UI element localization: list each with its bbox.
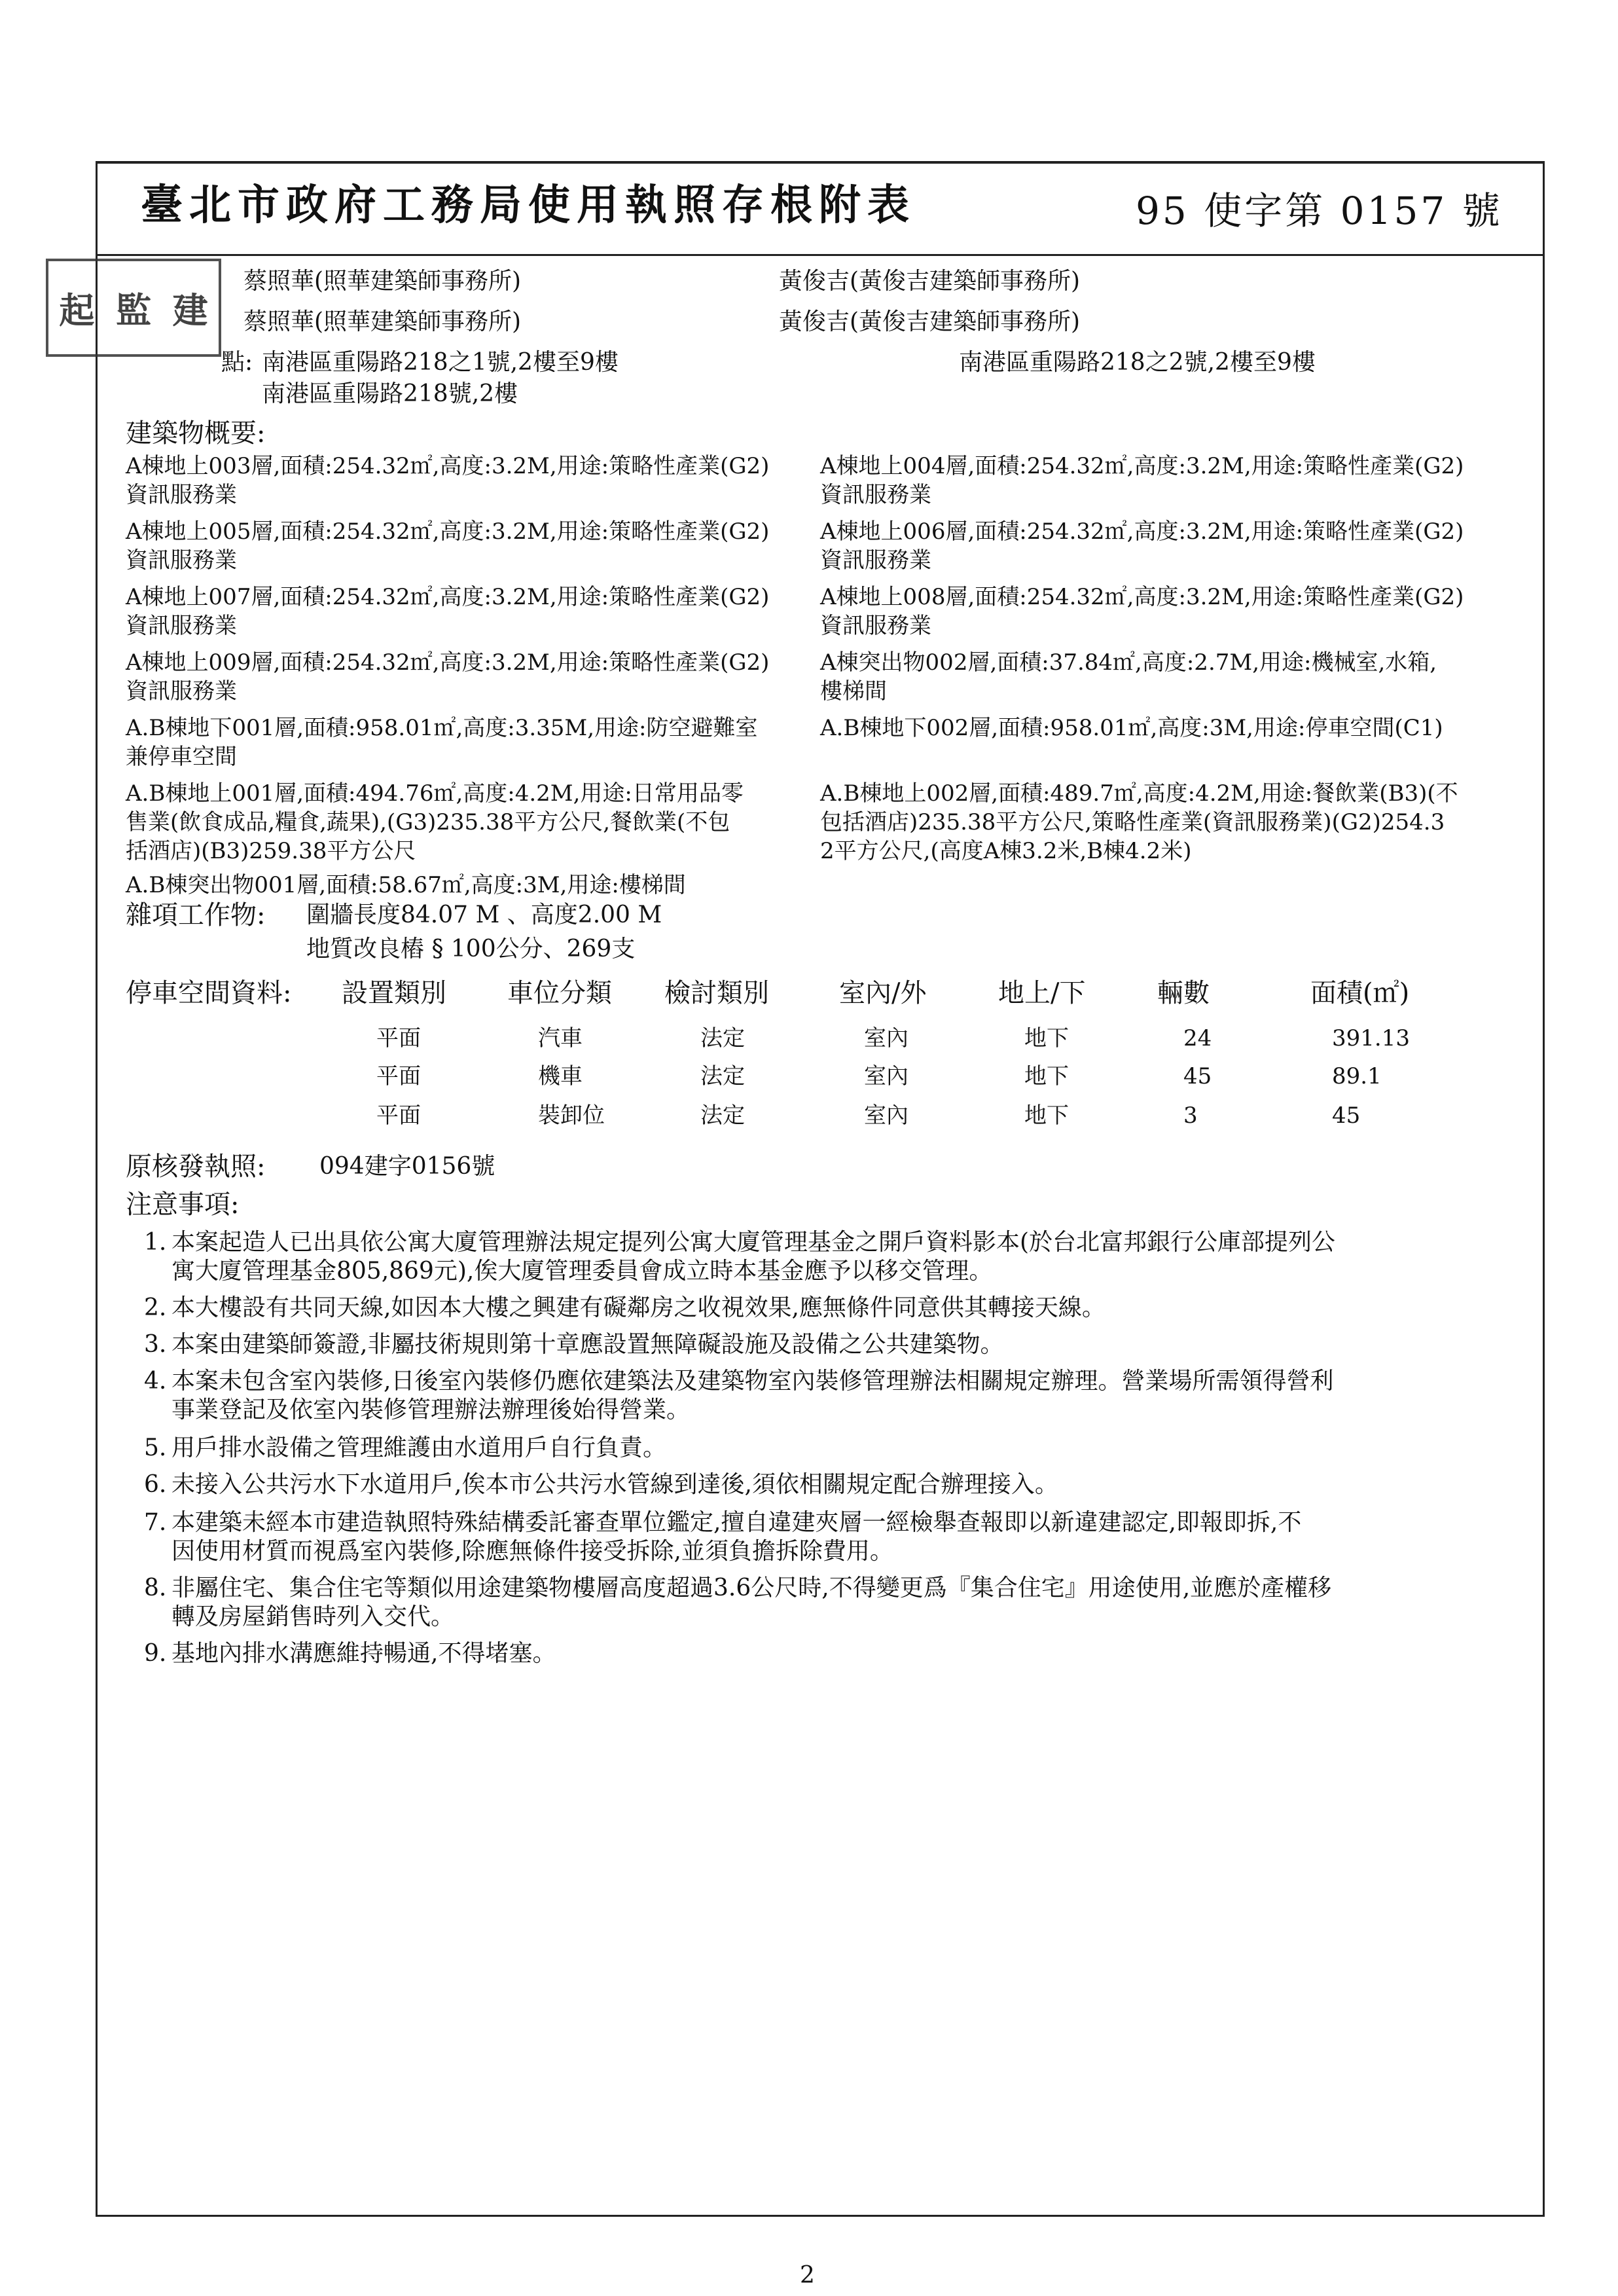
notes-label: 注意事項:	[126, 1190, 240, 1220]
parking-cell: 地下	[1024, 1063, 1069, 1089]
applicant-1: 蔡照華(照華建築師事務所)	[243, 268, 522, 295]
parking-header: 地上/下	[998, 978, 1086, 1008]
supervisor-2: 黃俊吉(黃俊吉建築師事務所)	[779, 308, 1081, 335]
overview-line: A棟地上005層,面積:254.32㎡,高度:3.2M,用途:策略性產業(G2)	[126, 519, 770, 545]
parking-cell: 地下	[1024, 1102, 1069, 1129]
parking-cell: 3	[1183, 1102, 1198, 1129]
parking-label: 停車空間資料:	[126, 978, 292, 1008]
overview-line: 資訊服務業	[126, 613, 237, 639]
parking-cell: 391.13	[1332, 1025, 1410, 1051]
original-permit-value: 094建字0156號	[319, 1153, 495, 1180]
note-item: 3. 本案由建築師簽證,非屬技術規則第十章應設置無障礙設施及設備之公共建築物。	[144, 1331, 1004, 1358]
overview-line: 資訊服務業	[126, 678, 237, 704]
overview-line-right: A棟突出物002層,面積:37.84㎡,高度:2.7M,用途:機械室,水箱,	[820, 649, 1437, 676]
overview-line: 兼停車空間	[126, 744, 237, 770]
header-divider	[96, 254, 1545, 256]
address-label: 點:	[221, 349, 253, 376]
address-line-2: 南港區重陽路218號,2樓	[262, 380, 518, 407]
parking-cell: 45	[1332, 1102, 1361, 1129]
parking-cell: 地下	[1024, 1025, 1069, 1051]
note-item: 6. 未接入公共污水下水道用戶,俟本市公共污水管線到達後,須依相關規定配合辦理接入。	[144, 1471, 1058, 1498]
permit-number: 95 使字第 0157 號	[1136, 189, 1503, 233]
overview-line: A棟地上003層,面積:254.32㎡,高度:3.2M,用途:策略性產業(G2)	[126, 453, 770, 479]
note-item: 4. 本案未包含室內裝修,日後室內裝修仍應依建築法及建築物室內裝修管理辦法相關規定辦理。營業場所需領得營利 事業登記及依室內裝修管理辦法辦理後始得營業。	[144, 1368, 1334, 1423]
note-item: 7. 本建築未經本市建造執照特殊結構委託審查單位鑑定,擅自違建夾層一經檢舉查報即以新違建認定,即報即拆,不 因使用材質而視爲室內裝修,除應無條件接受拆除,並須負擔拆除費用。	[144, 1509, 1302, 1565]
overview-line: A棟地上009層,面積:254.32㎡,高度:3.2M,用途:策略性產業(G2)	[126, 649, 770, 676]
parking-cell: 24	[1183, 1025, 1212, 1051]
note-item: 9. 基地內排水溝應維持暢通,不得堵塞。	[144, 1640, 556, 1667]
overview-line-right: 樓梯間	[820, 678, 887, 704]
parking-cell: 汽車	[538, 1025, 583, 1051]
seal-glyph: 起	[59, 289, 95, 331]
note-item: 2. 本大樓設有共同天線,如因本大樓之興建有礙鄰房之收視效果,應無條件同意供其轉接天線。	[144, 1294, 1106, 1321]
overview-line-right: A棟地上004層,面積:254.32㎡,高度:3.2M,用途:策略性產業(G2)	[820, 453, 1464, 479]
overview-line-right: 資訊服務業	[820, 482, 931, 508]
overview-line: 售業(飲食成品,糧食,蔬果),(G3)235.38平方公尺,餐飲業(不包	[126, 809, 730, 835]
parking-cell: 機車	[538, 1063, 583, 1089]
parking-cell: 89.1	[1332, 1063, 1382, 1089]
parking-cell: 室內	[864, 1025, 908, 1051]
parking-header: 車位分類	[507, 978, 612, 1008]
parking-header: 檢討類別	[664, 978, 769, 1008]
overview-line: A.B棟地上001層,面積:494.76㎡,高度:4.2M,用途:日常用品零	[126, 780, 744, 807]
address-line-1-right: 南港區重陽路218之2號,2樓至9樓	[959, 349, 1316, 376]
overview-line-right: 2平方公尺,(高度A棟3.2米,B棟4.2米)	[820, 838, 1192, 864]
note-item: 1. 本案起造人已出具依公寓大廈管理辦法規定提列公寓大廈管理基金之開戶資料影本(於台北富邦銀行公庫部提列公 寓大廈管理基金805,869元),俟大廈管理委員會成立時本基金應予以移交管理。	[144, 1229, 1336, 1285]
overview-label: 建築物概要:	[126, 418, 266, 448]
overview-line-right: 資訊服務業	[820, 547, 931, 574]
note-item: 8. 非屬住宅、集合住宅等類似用途建築物樓層高度超過3.6公尺時,不得變更爲『集合住宅』用途使用,並應於產權移 轉及房屋銷售時列入交代。	[144, 1575, 1332, 1630]
parking-header: 面積(㎡)	[1310, 978, 1410, 1008]
overview-line-right: 包括酒店)235.38平方公尺,策略性產業(資訊服務業)(G2)254.3	[820, 809, 1445, 835]
parking-cell: 裝卸位	[538, 1102, 605, 1129]
misc-label: 雜項工作物:	[126, 900, 266, 930]
seal-glyph: 建	[172, 289, 208, 331]
parking-cell: 法定	[700, 1102, 745, 1129]
parking-header: 輛數	[1157, 978, 1210, 1008]
overview-line: 括酒店)(B3)259.38平方公尺	[126, 838, 416, 864]
original-permit-label: 原核發執照:	[126, 1152, 266, 1182]
parking-cell: 室內	[864, 1102, 908, 1129]
parking-cell: 平面	[376, 1025, 421, 1051]
overview-line-right: A.B棟地下002層,面積:958.01㎡,高度:3M,用途:停車空間(C1)	[820, 715, 1443, 741]
overview-line: A棟地上007層,面積:254.32㎡,高度:3.2M,用途:策略性產業(G2)	[126, 584, 770, 610]
parking-header: 室內/外	[839, 978, 927, 1008]
overview-line-right: A棟地上006層,面積:254.32㎡,高度:3.2M,用途:策略性產業(G2)	[820, 519, 1464, 545]
page-title: 臺北市政府工務局使用執照存根附表	[141, 181, 916, 230]
supervisor-1: 蔡照華(照華建築師事務所)	[243, 308, 522, 335]
address-line-1: 南港區重陽路218之1號,2樓至9樓	[262, 349, 619, 376]
misc-line-1: 圍牆長度84.07 M 、高度2.00 M	[306, 902, 662, 928]
parking-cell: 平面	[376, 1063, 421, 1089]
overview-line: 資訊服務業	[126, 482, 237, 508]
parking-cell: 平面	[376, 1102, 421, 1129]
parking-cell: 法定	[700, 1025, 745, 1051]
page-number: 2	[800, 2262, 815, 2289]
overview-line-right: A棟地上008層,面積:254.32㎡,高度:3.2M,用途:策略性產業(G2)	[820, 584, 1464, 610]
seal-glyph: 監	[115, 289, 151, 331]
parking-cell: 45	[1183, 1063, 1212, 1089]
applicant-2: 黃俊吉(黃俊吉建築師事務所)	[779, 268, 1081, 295]
misc-line-2: 地質改良樁 § 100公分、269支	[306, 936, 636, 962]
overview-line-right: 資訊服務業	[820, 613, 931, 639]
overview-line: A.B棟突出物001層,面積:58.67㎡,高度:3M,用途:樓梯間	[126, 872, 686, 898]
overview-line: A.B棟地下001層,面積:958.01㎡,高度:3.35M,用途:防空避難室	[126, 715, 758, 741]
parking-cell: 室內	[864, 1063, 908, 1089]
overview-line-right: A.B棟地上002層,面積:489.7㎡,高度:4.2M,用途:餐飲業(B3)(不	[820, 780, 1458, 807]
overview-line: 資訊服務業	[126, 547, 237, 574]
parking-cell: 法定	[700, 1063, 745, 1089]
official-seal-stamp	[46, 259, 221, 357]
note-item: 5. 用戶排水設備之管理維護由水道用戶自行負責。	[144, 1434, 667, 1461]
parking-header: 設置類別	[342, 978, 446, 1008]
